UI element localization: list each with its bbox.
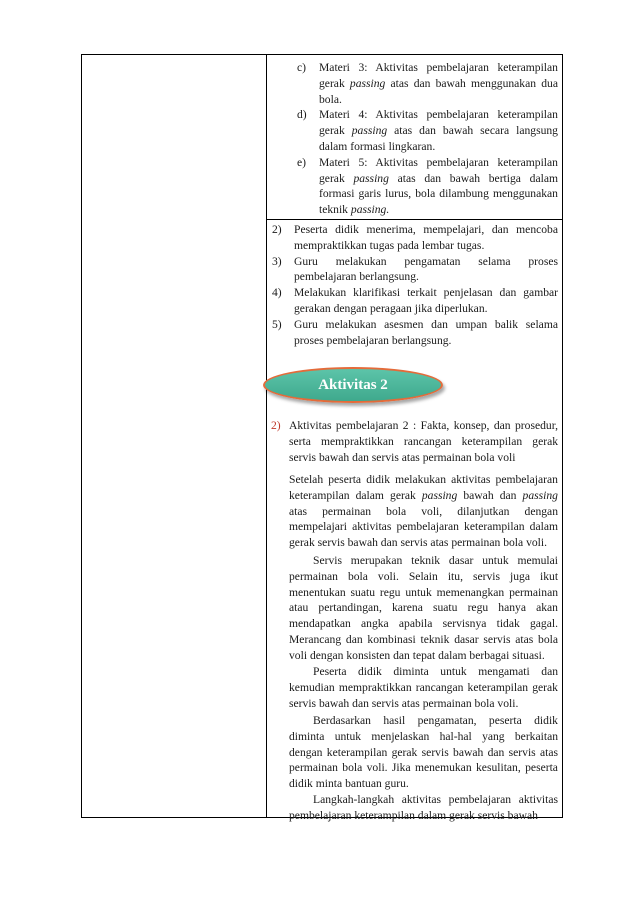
body-paragraph-2-line: Servis merupakan teknik dasar untuk memulai (313, 554, 559, 567)
body-paragraph-3-line: servis bawah dan servis atas permainan bola voli. (289, 696, 519, 710)
body-paragraph-1-line: atas permainan bola voli, dilanjutkan dengan (289, 504, 558, 518)
body-paragraph-1-line: Setelah peserta didik melakukan aktivitas pembelajaran (289, 473, 558, 486)
activity-heading-marker: 2) (271, 419, 281, 432)
sub-item-d-line: Materi 4: Aktivitas pembelajaran keterampilan (319, 108, 558, 122)
sub-item-e (319, 155, 558, 218)
body-paragraph-2-line: Merancang dan kombinasi teknik dasar servis atas bola (289, 632, 558, 646)
sub-item-d-line: dalam formasi lingkaran. (319, 139, 436, 153)
step-2-marker: 2) (272, 223, 282, 236)
sub-item-c (319, 60, 558, 107)
sub-item-e-line: formasi garis lurus, bola dilambung menggunakan (319, 187, 558, 201)
sub-item-c-marker: c) (297, 61, 307, 74)
sub-item-e-line: teknik passing. (319, 203, 390, 217)
body-paragraph-5 (289, 792, 558, 824)
body-paragraph-2-line: voli dengan konsisten dan tepat dalam berbagai situasi. (289, 648, 545, 662)
sub-item-d-line: gerak passing atas dan bawah secara langsung (319, 124, 558, 138)
body-paragraph-5-line: pembelajaran keterampilan dalam gerak servis bawah (289, 808, 538, 822)
step-5-line: proses pembelajaran berlangsung. (294, 333, 452, 347)
sub-item-d (319, 107, 558, 154)
body-paragraph-4-line: Berdasarkan hasil pengamatan, peserta didik (313, 714, 558, 727)
activity-heading (289, 418, 558, 465)
body-paragraph-4-line: diminta untuk menjelaskan hal-hal yang berkaitan (289, 729, 559, 743)
sub-item-e-line: gerak passing atas dan bawah bertiga dalam (319, 171, 558, 185)
body-paragraph-2-line: permainan bola voli. Selain itu, servis juga ikut (289, 569, 559, 583)
body-paragraph-3-line: kemudian mempraktikkan rancangan keterampilan gerak (289, 680, 558, 694)
column-divider (266, 55, 267, 817)
step-4-marker: 4) (272, 286, 282, 300)
body-paragraph-4-line: permainan bola voli. Jika menemukan kesulitan, peserta (289, 761, 558, 775)
body-paragraph-4-line: didik minta bantuan guru. (289, 777, 409, 791)
body-paragraph-1-line: mempelajari aktivitas pembelajaran keterampilan dalam (289, 520, 558, 534)
body-paragraph-1-line: keterampilan dalam gerak passing bawah dan passing (289, 488, 558, 502)
body-paragraph-5-line: Langkah-langkah aktivitas pembelajaran aktivitas (313, 793, 558, 806)
activity-heading-line: servis bawah dan servis atas permainan bola voli (289, 450, 516, 464)
sub-item-e-marker: e) (297, 155, 307, 169)
step-3-line: Guru melakukan pengamatan selama proses (294, 254, 558, 268)
step-3-line: pembelajaran berlangsung. (294, 270, 419, 284)
activity-heading-line: serta mempraktikkan rancangan keterampilan gerak (289, 434, 559, 448)
activity-heading-line: Aktivitas pembelajaran 2 : Fakta, konsep, dan prosedur, (289, 419, 559, 432)
step-2 (294, 222, 558, 254)
body-paragraph-4-line: dengan keterampilan gerak servis bawah dan servis atas (289, 745, 559, 759)
sub-item-d-marker: d) (297, 108, 307, 122)
step-3 (294, 254, 558, 286)
sub-item-c-line: Materi 3: Aktivitas pembelajaran keterampilan (319, 61, 558, 74)
body-paragraph-2-line: menentukan suatu regu untuk memenangkan permainan (289, 585, 559, 599)
sub-item-e-line: Materi 5: Aktivitas pembelajaran keterampilan (319, 155, 558, 169)
sub-item-c-line: bola. (319, 92, 342, 106)
step-4-line: gerakan dengan peragaan jika diperlukan. (294, 301, 488, 315)
step-5-line: Guru melakukan asesmen dan umpan balik selama (294, 317, 558, 331)
body-paragraph-2-line: mendapatkan angka apabila servisnya tidak gagal. (289, 617, 558, 631)
step-5-marker: 5) (272, 317, 282, 331)
body-paragraph-4 (289, 713, 558, 792)
step-4 (294, 285, 558, 317)
body-paragraph-2 (289, 553, 558, 664)
activity-badge (263, 367, 443, 403)
body-paragraph-3-line: Peserta didik diminta untuk mengamati dan (313, 665, 559, 678)
step-2-line: Peserta didik menerima, mempelajari, dan mencoba (294, 223, 559, 236)
step-3-marker: 3) (272, 254, 282, 268)
body-paragraph-1-line: gerak servis bawah dan servis atas permainan bola voli. (289, 536, 548, 550)
row-divider (266, 219, 562, 220)
body-paragraph-1 (289, 472, 558, 551)
body-paragraph-3 (289, 664, 558, 711)
activity-badge-label: Aktivitas 2 (318, 376, 388, 393)
step-2-line: mempraktikkan tugas pada lembar tugas. (294, 238, 485, 252)
step-5 (294, 317, 558, 349)
body-paragraph-2-line: atau pertandingan, karena suatu regu hanya akan (289, 601, 558, 615)
step-4-line: Melakukan klarifikasi terkait penjelasan dan gambar (294, 286, 559, 300)
sub-item-c-line: gerak passing atas dan bawah menggunakan dua (319, 76, 558, 90)
